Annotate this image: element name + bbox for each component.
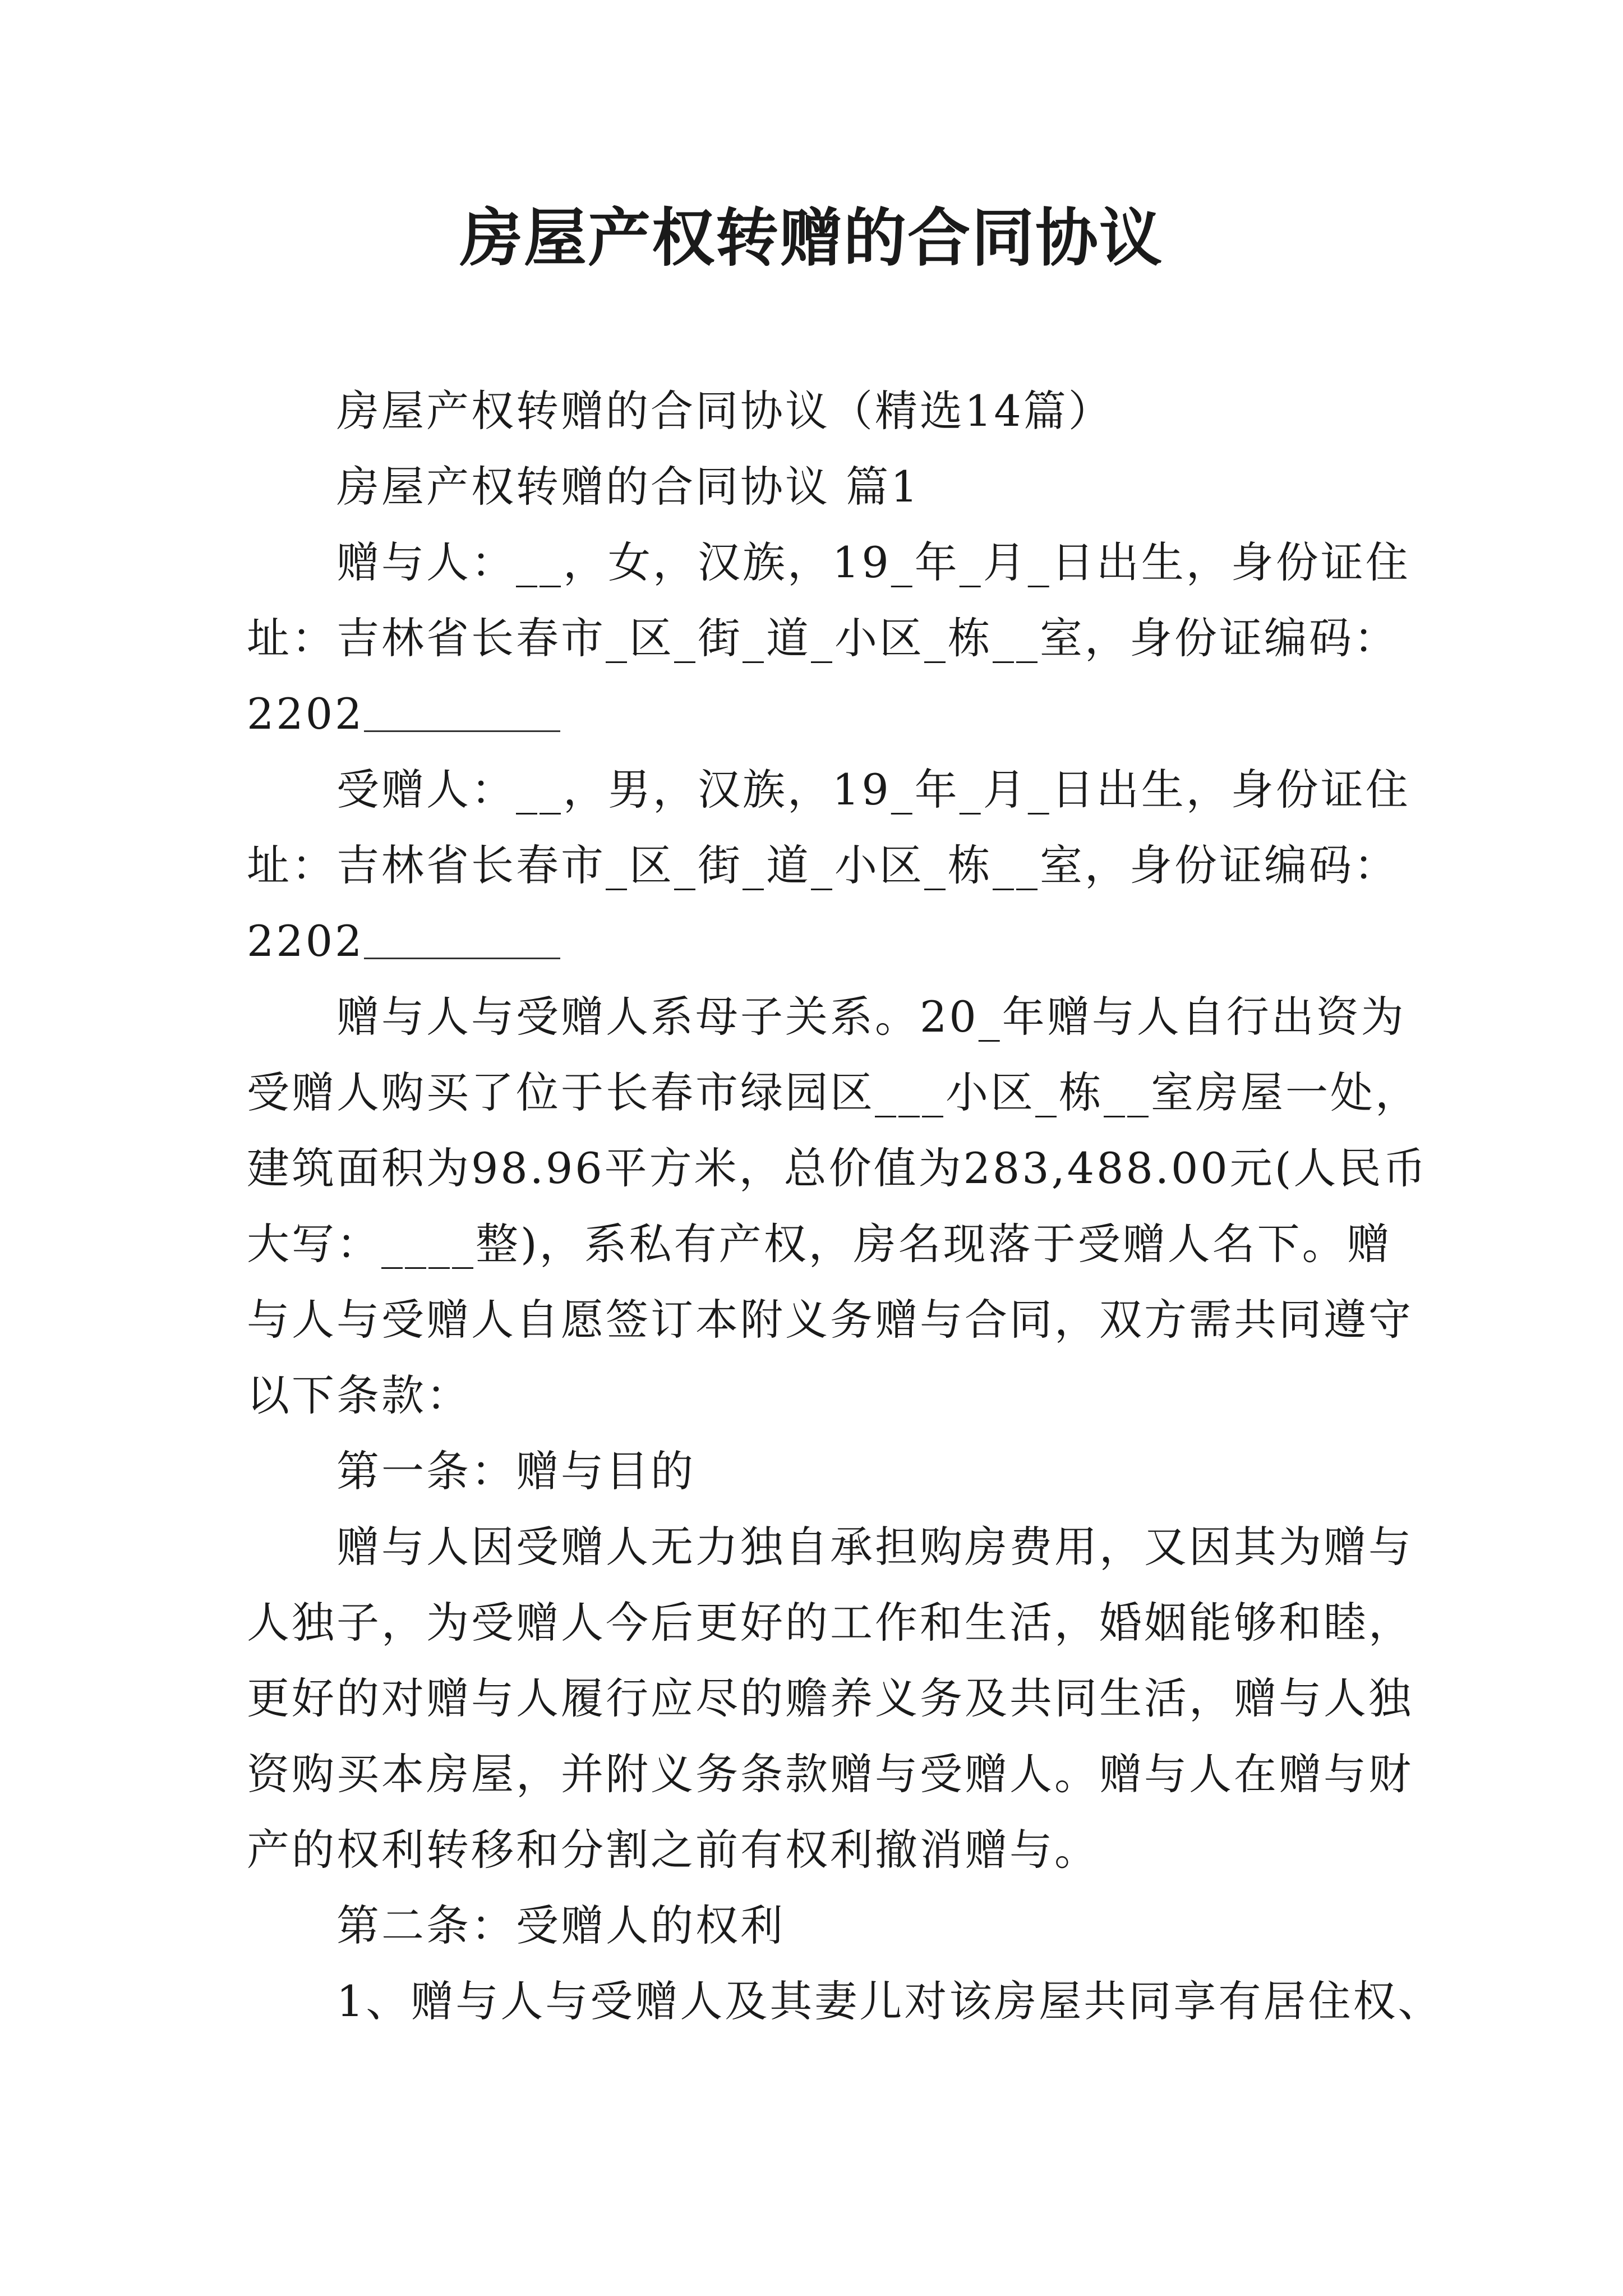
text-line: 址：吉林省长春市_区_街_道_小区_栋__室，身份证编码： xyxy=(247,613,1399,663)
text-line: 受赠人购买了位于长春市绿园区___小区_栋__室房屋一处， xyxy=(247,1068,1420,1117)
text-line: 第二条：受赠人的权利 xyxy=(336,1901,785,1950)
text-line: 赠与人与受赠人系母子关系。20_年赠与人自行出资为 xyxy=(336,992,1406,1042)
paragraph-donee xyxy=(247,752,1408,979)
paragraph-article-1-heading xyxy=(247,1433,1408,1509)
text-line: 房屋产权转赠的合同协议 篇1 xyxy=(336,462,920,512)
id-number-line xyxy=(247,676,1408,752)
text-line: 第一条：赠与目的 xyxy=(336,1446,695,1496)
text-line: 建筑面积为98.96平方米，总价值为283,488.00元(人民币 xyxy=(247,1143,1428,1193)
id-number-prefix: 2202 xyxy=(247,916,365,966)
paragraph-article-2-item-1 xyxy=(247,1963,1443,2039)
document-body xyxy=(247,373,1443,2039)
paragraph-article-1-body xyxy=(247,1509,1413,1888)
text-line: 1、赠与人与受赠人及其妻儿对该房屋共同享有居住权、 xyxy=(336,1976,1443,2026)
text-line: 赠与人因受赠人无力独自承担购房费用，又因其为赠与 xyxy=(336,1522,1413,1572)
id-number-line xyxy=(247,903,1408,979)
text-line: 房屋产权转赠的合同协议（精选14篇） xyxy=(336,386,1113,436)
blank-underline xyxy=(364,691,560,732)
text-line: 址：吉林省长春市_区_街_道_小区_栋__室，身份证编码： xyxy=(247,840,1399,890)
paragraph-subtitle xyxy=(247,373,1408,449)
text-line: 赠与人：__，女，汉族，19_年_月_日出生，身份证住 xyxy=(336,537,1410,587)
text-line: 产的权利转移和分割之前有权利撤消赠与。 xyxy=(247,1825,1099,1875)
text-line: 与人与受赠人自愿签订本附义务赠与合同，双方需共同遵守 xyxy=(247,1295,1413,1345)
text-line: 人独子，为受赠人今后更好的工作和生活，婚姻能够和睦， xyxy=(247,1598,1413,1648)
document-title: 房屋产权转赠的合同协议 xyxy=(460,201,1163,275)
text-line: 大写：____整)，系私有产权，房名现落于受赠人名下。赠 xyxy=(247,1219,1392,1269)
blank-underline xyxy=(364,918,560,959)
text-line: 以下条款： xyxy=(247,1370,471,1420)
paragraph-section-heading xyxy=(247,449,1408,524)
paragraph-donor xyxy=(247,524,1408,752)
text-line: 更好的对赠与人履行应尽的赡养义务及共同生活，赠与人独 xyxy=(247,1673,1413,1723)
id-number-prefix: 2202 xyxy=(247,689,365,739)
paragraph-article-2-heading xyxy=(247,1888,1408,1963)
text-line: 资购买本房屋，并附义务条款赠与受赠人。赠与人在赠与财 xyxy=(247,1749,1413,1799)
paragraph-relation xyxy=(247,979,1428,1433)
text-line: 受赠人：__，男，汉族，19_年_月_日出生，身份证住 xyxy=(336,765,1410,815)
